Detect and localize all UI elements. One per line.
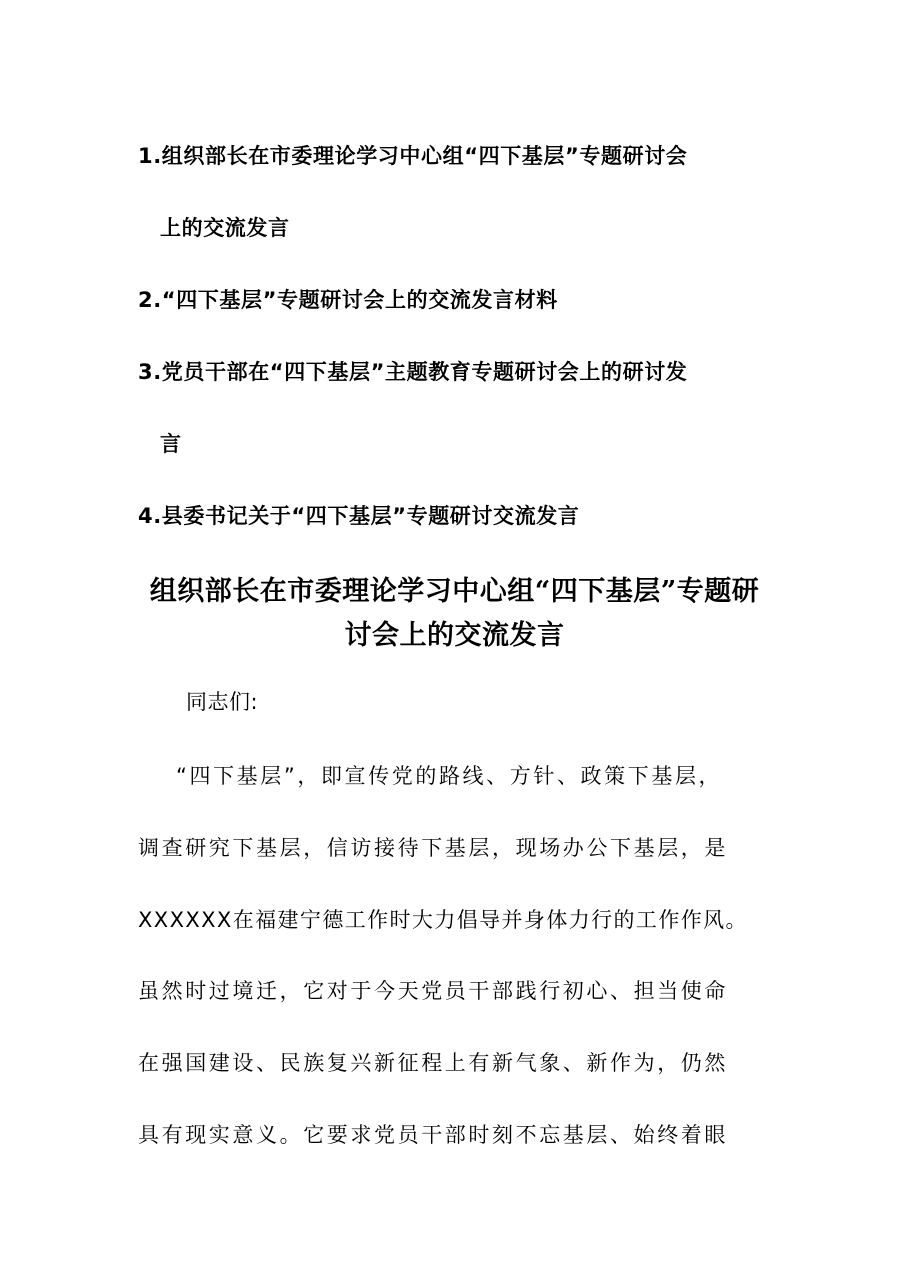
table-of-contents (138, 138, 788, 570)
salutation: 同志们: (186, 690, 259, 714)
body-line: “四下基层”，即宣传党的路线、方针、政策下基层， (176, 764, 723, 788)
body-line: XXXXXX在福建宁德工作时大力倡导并身体力行的工作作风。 (138, 907, 748, 932)
body-line: 在强国建设、民族复兴新征程上有新气象、新作为，仍然 (138, 1051, 728, 1076)
toc-item-line: 上的交流发言 (160, 216, 290, 240)
toc-item-2 (138, 282, 788, 318)
article-title (100, 570, 809, 658)
toc-item-line: 言 (160, 432, 182, 456)
body-line: 具有现实意义。它要求党员干部时刻不忘基层、始终着眼 (138, 1122, 728, 1147)
article-title-line: 组织部长在市委理论学习中心组“四下基层”专题研 (149, 576, 760, 607)
body-line: 虽然时过境迁，它对于今天党员干部践行初心、担当使命 (138, 979, 728, 1004)
toc-item-3 (138, 354, 788, 462)
toc-item-line: 3.党员干部在“四下基层”主题教育专题研讨会上的研讨发 (138, 360, 688, 384)
toc-item-line: 2.“四下基层”专题研讨会上的交流发言材料 (138, 288, 558, 312)
toc-item-4 (138, 498, 788, 534)
article-body (138, 758, 788, 1189)
toc-item-line: 1.组织部长在市委理论学习中心组“四下基层”专题研讨会 (138, 144, 688, 168)
toc-item-1 (138, 138, 788, 246)
toc-item-line: 4.县委书记关于“四下基层”专题研讨交流发言 (138, 504, 580, 528)
article-title-line: 讨会上的交流发言 (344, 620, 565, 651)
body-line: 调查研究下基层，信访接待下基层，现场办公下基层，是 (138, 835, 728, 860)
